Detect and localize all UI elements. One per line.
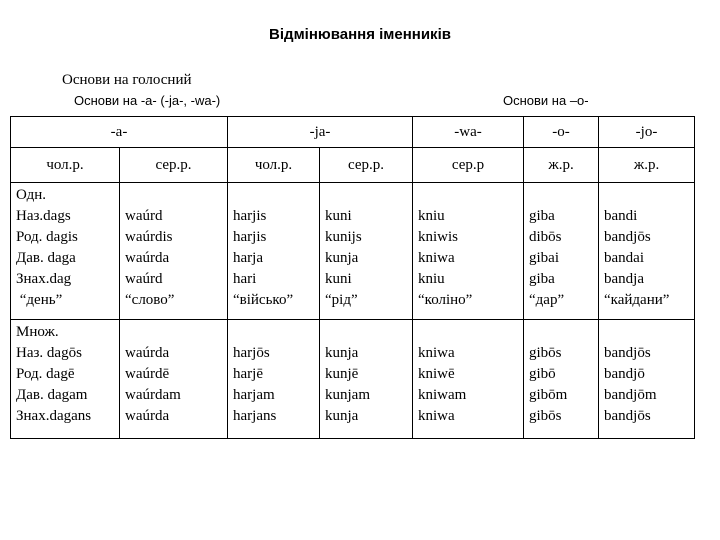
form: giba (529, 271, 555, 287)
stem-a-header: -a- (11, 117, 228, 148)
form: bandjōm (604, 387, 657, 403)
form: harjis (233, 229, 267, 245)
gender-cell: ж.р. (599, 148, 695, 183)
form: gibai (529, 250, 560, 266)
form: waúrda (125, 408, 170, 424)
gender-cell: сер.р. (320, 148, 413, 183)
gender-cell: чол.р. (228, 148, 320, 183)
plural-col (228, 320, 320, 439)
form: harjis (233, 208, 267, 224)
subtitle-o-stems: Основи на –o- (503, 93, 589, 108)
case-label: Дав. daga (16, 250, 76, 266)
gender-cell: чол.р. (11, 148, 120, 183)
stem-wa-header: -wa- (413, 117, 524, 148)
form: kniwē (418, 366, 455, 382)
form: harjē (233, 366, 263, 382)
form: waúrdē (125, 366, 170, 382)
stem-header-row (11, 117, 695, 148)
case-label: Знах.dag (16, 271, 72, 287)
singular-col (413, 183, 524, 320)
case-label: Одн. (16, 187, 47, 203)
subtitle-a-stems: Основи на -a- (-ja-, -wa-) (74, 93, 221, 108)
plural-row (11, 320, 695, 439)
form: gibōs (529, 345, 562, 361)
singular-col (320, 183, 413, 320)
stem-jo-header: -jo- (599, 117, 695, 148)
case-label: Множ. (16, 324, 59, 340)
form: kunja (325, 250, 359, 266)
gender-header-row (11, 148, 695, 183)
form: bandjō (604, 366, 645, 382)
plural-col (320, 320, 413, 439)
case-label: Род. dagē (16, 366, 75, 382)
form: kniwam (418, 387, 467, 403)
form: kniwis (418, 229, 459, 245)
page-title: Відмінювання іменників (269, 26, 451, 43)
form: dibōs (529, 229, 562, 245)
gloss: “коліно” (418, 292, 473, 308)
singular-col (599, 183, 695, 320)
plural-case-labels (11, 320, 120, 439)
form: bandi (604, 208, 638, 224)
gloss: “слово” (125, 292, 175, 308)
plural-col (120, 320, 228, 439)
form: kunja (325, 408, 359, 424)
gloss: “кайдани” (604, 292, 670, 308)
form: waúrda (125, 345, 170, 361)
plural-col (413, 320, 524, 439)
declension-table (10, 116, 695, 439)
form: kniwa (418, 250, 455, 266)
form: kniwa (418, 408, 455, 424)
case-label: Знах.dagans (16, 408, 92, 424)
form: harja (233, 250, 263, 266)
form: kunjam (325, 387, 370, 403)
case-label: Наз. dagōs (16, 345, 82, 361)
form: kuni (325, 271, 352, 287)
form: waúrd (125, 271, 163, 287)
form: kniu (418, 271, 445, 287)
gender-cell: сер.р. (120, 148, 228, 183)
singular-col (120, 183, 228, 320)
form: waúrdis (125, 229, 173, 245)
singular-col (228, 183, 320, 320)
form: giba (529, 208, 555, 224)
case-label: Наз.dags (16, 208, 71, 224)
form: waúrdam (125, 387, 181, 403)
singular-col (524, 183, 599, 320)
plural-col (524, 320, 599, 439)
gender-cell: ж.р. (524, 148, 599, 183)
form: kniu (418, 208, 445, 224)
case-label: Дав. dagam (16, 387, 88, 403)
form: waúrda (125, 250, 170, 266)
form: harjam (233, 387, 275, 403)
stem-o-header: -o- (524, 117, 599, 148)
singular-case-labels (11, 183, 120, 320)
form: kunjē (325, 366, 359, 382)
form: waúrd (125, 208, 163, 224)
case-label: Род. dagis (16, 229, 78, 245)
form: harjans (233, 408, 277, 424)
stem-ja-header: -ja- (228, 117, 413, 148)
form: gibōm (529, 387, 568, 403)
gender-cell: сер.р (413, 148, 524, 183)
form: bandjōs (604, 408, 651, 424)
form: gibō (529, 366, 556, 382)
form: gibōs (529, 408, 562, 424)
form: bandja (604, 271, 644, 287)
gloss: “день” (19, 292, 63, 308)
subtitle-vowel-stems: Основи на голосний (62, 72, 192, 88)
form: kunijs (325, 229, 362, 245)
gloss: “дар” (529, 292, 565, 308)
plural-col (599, 320, 695, 439)
form: kniwa (418, 345, 455, 361)
form: kunja (325, 345, 359, 361)
form: harjōs (233, 345, 270, 361)
gloss: “рід” (325, 292, 358, 308)
gloss: “військо” (233, 292, 294, 308)
form: bandjōs (604, 345, 651, 361)
form: bandai (604, 250, 644, 266)
form: bandjōs (604, 229, 651, 245)
form: kuni (325, 208, 352, 224)
form: hari (233, 271, 257, 287)
singular-row (11, 183, 695, 320)
